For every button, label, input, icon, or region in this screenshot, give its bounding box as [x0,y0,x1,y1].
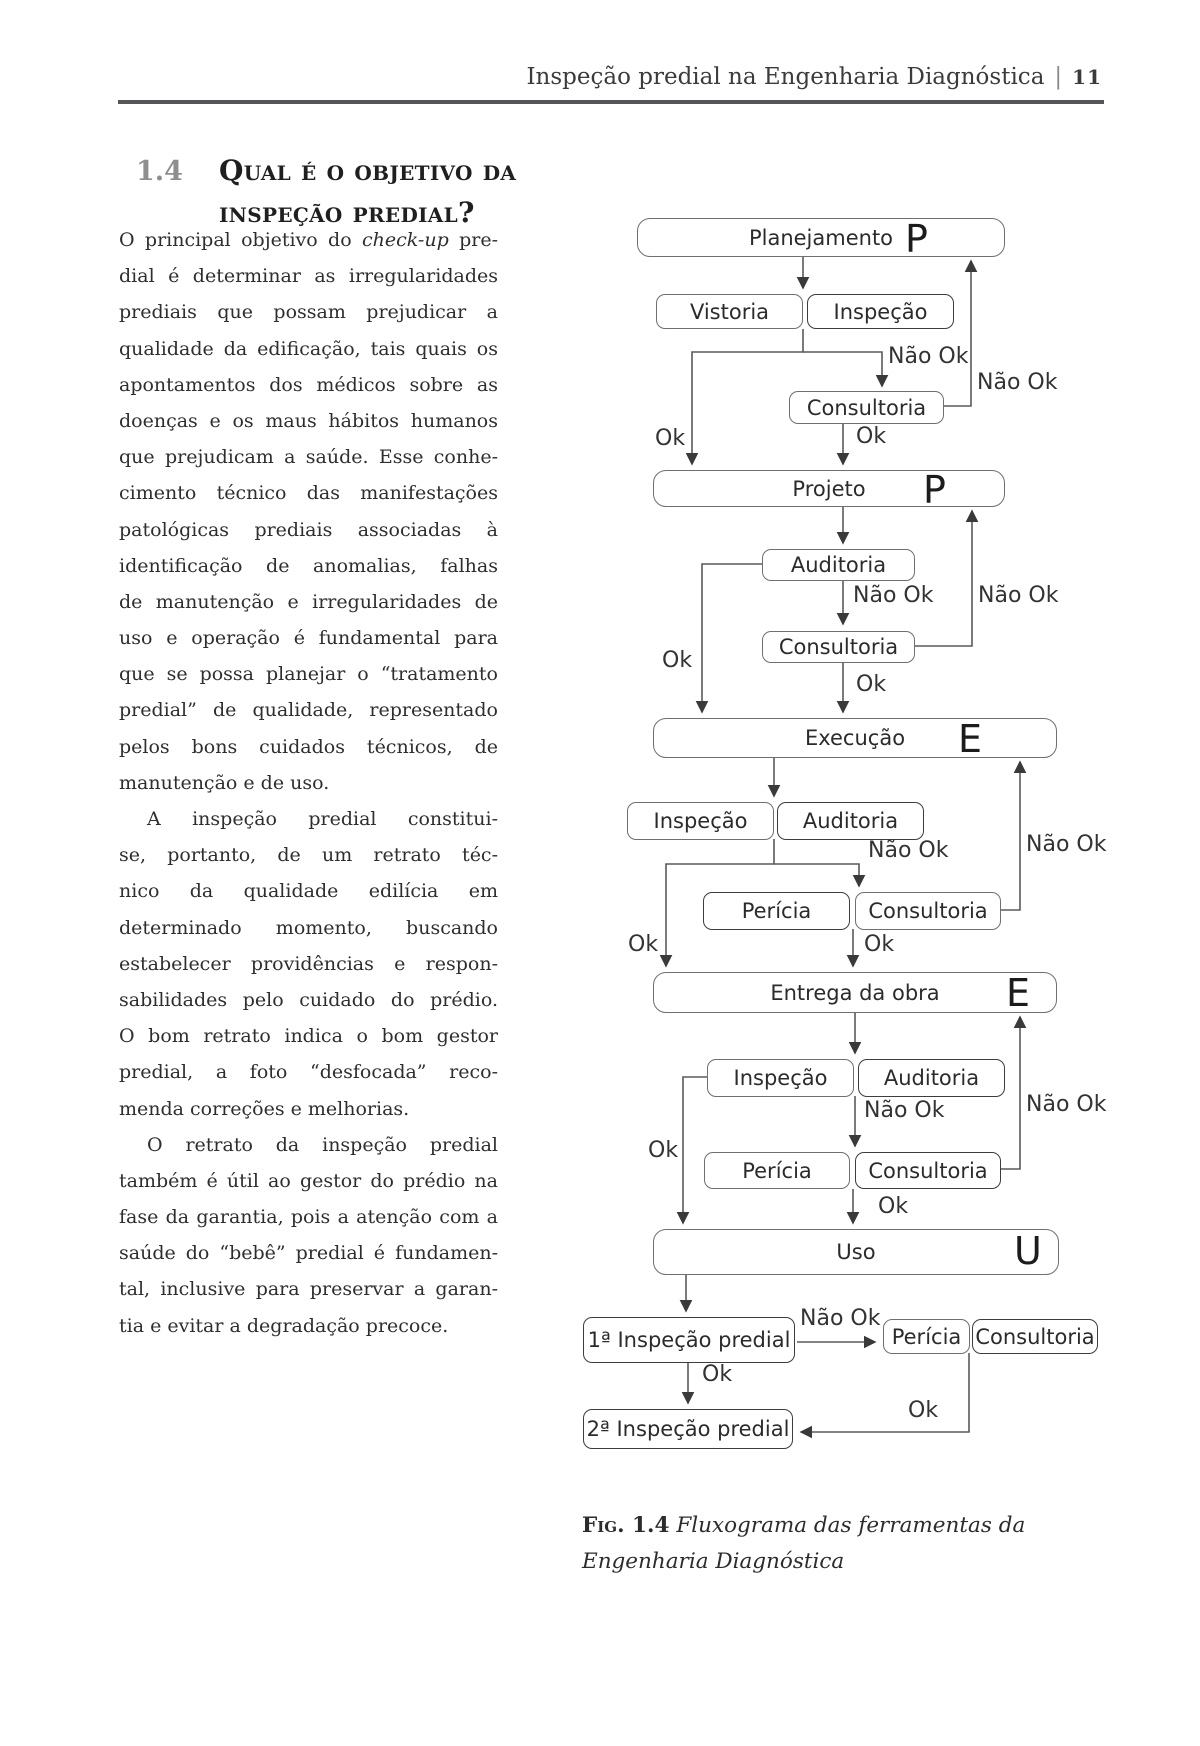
edge-label-ok: Ok [864,932,895,957]
flowchart-node-auditoria-entrega: Auditoria [858,1059,1005,1097]
section-title-line: Qual é o objetivo da [219,154,517,187]
body-line: cimento técnico das manifestações [119,482,498,505]
section-number: 1.4 [136,156,183,187]
connector [914,511,972,646]
body-line: predial, a foto “desfocada” reco- [119,1061,498,1084]
edge-label-ok: Ok [856,424,887,449]
body-line: que prejudicam a saúde. Esse conhe- [119,446,498,469]
edge-label-ok: Ok [648,1138,679,1163]
flowchart-node-inspecao-planejamento: Inspeção [807,294,954,329]
flowchart-node-vistoria: Vistoria [656,294,803,329]
figure-caption [582,1508,1068,1580]
flowchart-node-inspecao-entrega: Inspeção [707,1059,854,1097]
edge-label-ok: Ok [878,1194,909,1219]
body-line: O bom retrato indica o bom gestor [119,1025,498,1048]
edge-label-ok: Ok [856,672,887,697]
body-line: estabelecer providências e respon- [119,952,498,975]
flowchart-node-1a-inspecao-predial: 1ª Inspeção predial [583,1317,795,1363]
body-line: que se possa planejar o “tratamento [119,663,498,686]
edge-label-ok: Ok [908,1398,939,1423]
edge-label-nao-ok: Não Ok [978,583,1059,608]
flowchart-node-consultoria-uso: Consultoria [972,1319,1098,1354]
connector [803,352,882,386]
flowchart-node-inspecao-execucao: Inspeção [627,802,774,840]
edge-label-nao-ok: Não Ok [864,1098,945,1123]
stage-letter-uso: U [1014,1229,1042,1273]
body-line: sabilidades pelo cuidado do prédio. [119,988,498,1011]
edge-label-nao-ok: Não Ok [1026,1092,1107,1117]
body-line: predial” de qualidade, representado [119,699,498,722]
flowchart-node-consultoria-entrega: Consultoria [855,1152,1001,1189]
flowchart-node-2a-inspecao-predial: 2ª Inspeção predial [583,1409,793,1449]
body-line: menda correções e melhorias. [119,1097,410,1120]
body-line: de manutenção e irregularidades de [119,590,498,613]
flowchart-node-consultoria-planejamento: Consultoria [789,391,944,424]
body-line: também é útil ao gestor do prédio na [119,1169,498,1192]
body-text [119,222,498,1344]
body-line: O principal objetivo do check-up pre- [119,229,498,251]
flowchart-node-entrega-da-obra: Entrega da obra [653,972,1057,1013]
stage-letter-execucao: E [958,717,983,761]
body-line: identificação de anomalias, falhas [119,554,498,577]
flowchart-node-auditoria-execucao: Auditoria [777,802,924,840]
body-line: fase da garantia, pois a atenção com a [119,1206,498,1229]
body-line: tal, inclusive para preservar a garan- [119,1278,498,1301]
running-head-separator: | [1054,64,1063,90]
flowchart-node-projeto: Projeto [653,470,1005,507]
flowchart-node-consultoria-execucao: Consultoria [855,892,1001,930]
edge-label-nao-ok: Não Ok [800,1306,881,1331]
connector [942,261,971,406]
body-line: apontamentos dos médicos sobre as [119,373,498,396]
stage-letter-planejamento: P [905,217,928,261]
running-head-title: Inspeção predial na Engenharia Diagnóstica [526,64,1045,90]
flowchart-node-uso: Uso [653,1229,1059,1275]
edge-label-ok: Ok [655,426,686,451]
flowchart-node-pericia-execucao: Perícia [703,892,850,930]
flowchart-node-pericia-entrega: Perícia [704,1152,850,1189]
connector [1000,762,1020,910]
connector [801,1353,969,1432]
flowchart-node-auditoria-projeto: Auditoria [762,549,915,581]
stage-letter-projeto: P [923,468,946,512]
section-title-line: inspeção predial? [219,196,475,229]
body-line: dial é determinar as irregularidades [119,265,498,288]
body-line: qualidade da edificação, tais quais os [119,337,498,360]
stage-letter-entrega: E [1006,971,1031,1015]
edge-label-nao-ok: Não Ok [868,838,949,863]
flowchart-node-pericia-uso: Perícia [883,1319,970,1354]
flowchart-node-execucao: Execução [653,718,1057,758]
body-line: uso e operação é fundamental para [119,627,498,650]
connector [683,1077,707,1223]
body-line: prediais que possam prejudicar a [119,301,498,324]
body-line: manutenção e de uso. [119,771,330,794]
running-head [526,64,1102,90]
body-line: patológicas prediais associadas à [119,518,498,541]
header-rule [118,100,1104,104]
body-line: O retrato da inspeção predial [147,1133,498,1156]
connector [774,864,859,886]
body-line: nico da qualidade edilícia em [119,880,498,903]
edge-label-nao-ok: Não Ok [977,370,1058,395]
body-line: tia e evitar a degradação precoce. [119,1314,449,1337]
edge-label-ok: Ok [662,648,693,673]
body-line: determinado momento, buscando [119,916,498,939]
edge-label-nao-ok: Não Ok [1026,832,1107,857]
edge-label-nao-ok: Não Ok [853,583,934,608]
body-line: se, portanto, de um retrato téc- [119,844,498,867]
body-line: pelos bons cuidados técnicos, de [119,735,498,758]
edge-label-ok: Ok [628,932,659,957]
figure-caption-label: Fig. 1.4 [582,1513,670,1538]
connector [702,564,762,712]
page-number: 11 [1072,65,1102,89]
connector [692,329,803,464]
body-line: A inspeção predial constitui- [147,808,498,830]
body-line: saúde do “bebê” predial é fundamen- [119,1242,498,1265]
body-line: doenças e os maus hábitos humanos [119,409,498,432]
figure-caption-text: Fluxograma das ferramentas da Engenharia Diagnóstica [582,1513,1026,1574]
flowchart-node-consultoria-projeto: Consultoria [762,631,915,663]
flowchart-node-planejamento: Planejamento [637,218,1005,257]
edge-label-ok: Ok [702,1362,733,1387]
edge-label-nao-ok: Não Ok [888,344,969,369]
